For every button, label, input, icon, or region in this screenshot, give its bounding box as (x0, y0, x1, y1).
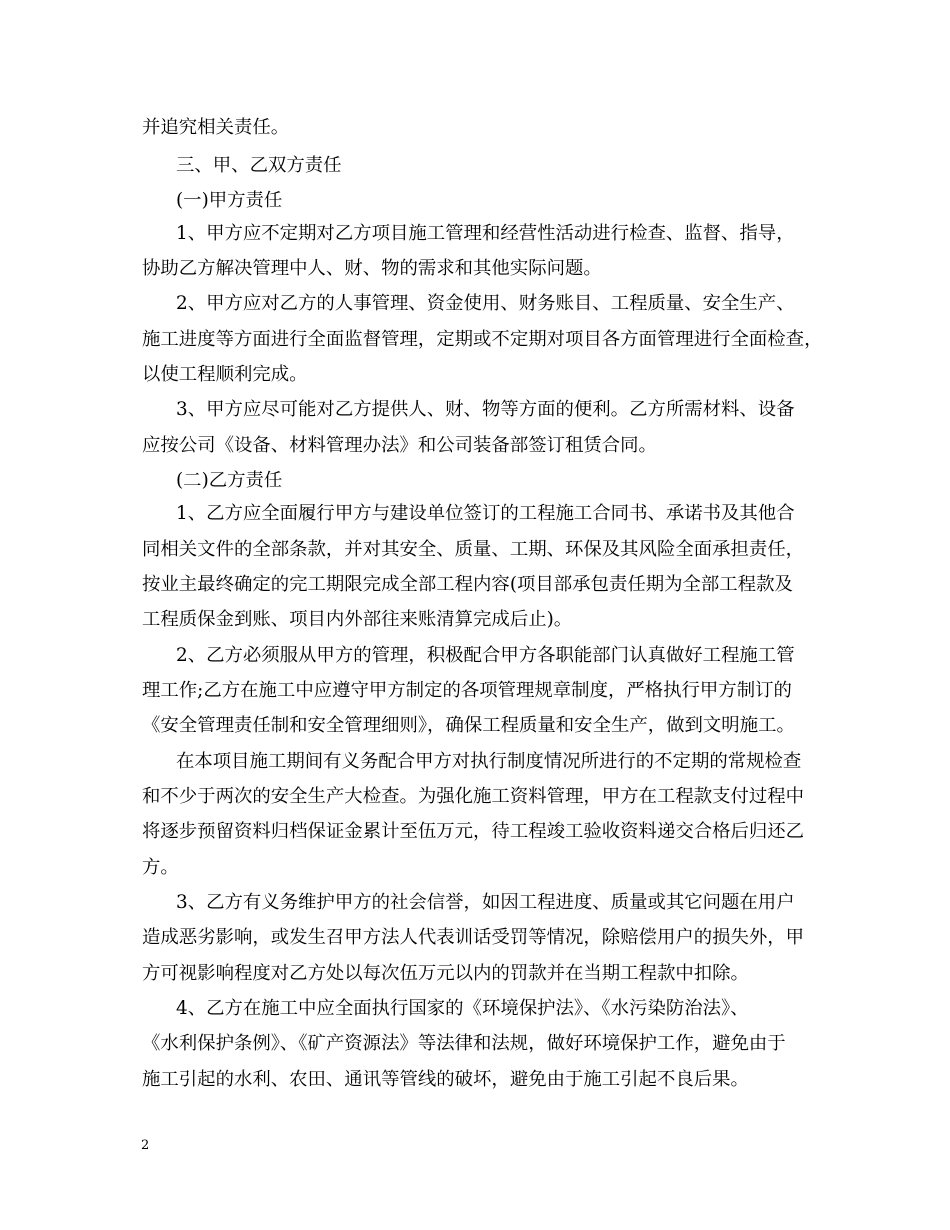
text-line: 将逐步预留资料归档保证金累计至伍万元，待工程竣工验收资料递交合格后归还乙 (142, 821, 805, 842)
section-heading: 三、甲、乙双方责任 (176, 155, 342, 176)
text-line: 施工进度等方面进行全面监督管理，定期或不定期对项目各方面管理进行全面检查， (142, 329, 823, 350)
text-line: 和不少于两次的安全生产大检查。为强化施工资料管理，甲方在工程款支付过程中 (142, 786, 805, 807)
text-line: 1、甲方应不定期对乙方项目施工管理和经营性活动进行检查、监督、指导， (176, 223, 795, 244)
text-line: 以使工程顺利完成。 (142, 364, 308, 385)
text-line: 2、甲方应对乙方的人事管理、资金使用、财务账目、工程质量、安全生产、 (176, 293, 795, 314)
text-line: 方可视影响程度对乙方处以每次伍万元以内的罚款并在当期工程款中扣除。 (142, 963, 749, 984)
text-line: 4、乙方在施工中应全面执行国家的《环境保护法》、《水污染防治法》、 (176, 998, 749, 1019)
text-line: 3、乙方有义务维护甲方的社会信誉，如因工程进度、质量或其它问题在用户 (176, 892, 795, 913)
subsection-heading: (一)甲方责任 (176, 190, 283, 211)
text-line: 工程质保金到账、项目内外部往来账清算完成后止)。 (142, 609, 573, 630)
text-line: 《安全管理责任制和安全管理细则》，确保工程质量和安全生产，做到文明施工。 (142, 715, 795, 736)
text-line: 应按公司《设备、材料管理办法》和公司装备部签订租赁合同。 (142, 435, 657, 456)
text-line: 理工作;乙方在施工中应遵守甲方制定的各项管理规章制度，严格执行甲方制订的 (142, 680, 792, 701)
text-line: 同相关文件的全部条款，并对其安全、质量、工期、环保及其风险全面承担责任， (142, 539, 805, 560)
page-number: 2 (141, 1138, 150, 1153)
text-line: 3、甲方应尽可能对乙方提供人、财、物等方面的便利。乙方所需材料、设备 (176, 399, 795, 420)
text-line: 协助乙方解决管理中人、财、物的需求和其他实际问题。 (142, 258, 602, 279)
text-line: 按业主最终确定的完工期限完成全部工程内容(项目部承包责任期为全部工程款及 (142, 574, 793, 595)
text-line: 施工引起的水利、农田、通讯等管线的破坏，避免由于施工引起不良后果。 (142, 1069, 749, 1090)
text-line: 2、乙方必须服从甲方的管理，积极配合甲方各职能部门认真做好工程施工管 (176, 645, 795, 666)
text-line: 1、乙方应全面履行甲方与建设单位签订的工程施工合同书、承诺书及其他合 (176, 503, 795, 524)
text-line: 《水利保护条例》、《矿产资源法》等法律和法规，做好环境保护工作，避免由于 (142, 1033, 786, 1054)
text-line: 并追究相关责任。 (142, 117, 290, 138)
subsection-heading: (二)乙方责任 (176, 470, 283, 491)
text-line: 方。 (142, 857, 179, 878)
text-line: 在本项目施工期间有义务配合甲方对执行制度情况所进行的不定期的常规检查 (176, 751, 802, 772)
text-line: 造成恶劣影响，或发生召甲方法人代表训话受罚等情况，除赔偿用户的损失外，甲 (142, 927, 805, 948)
